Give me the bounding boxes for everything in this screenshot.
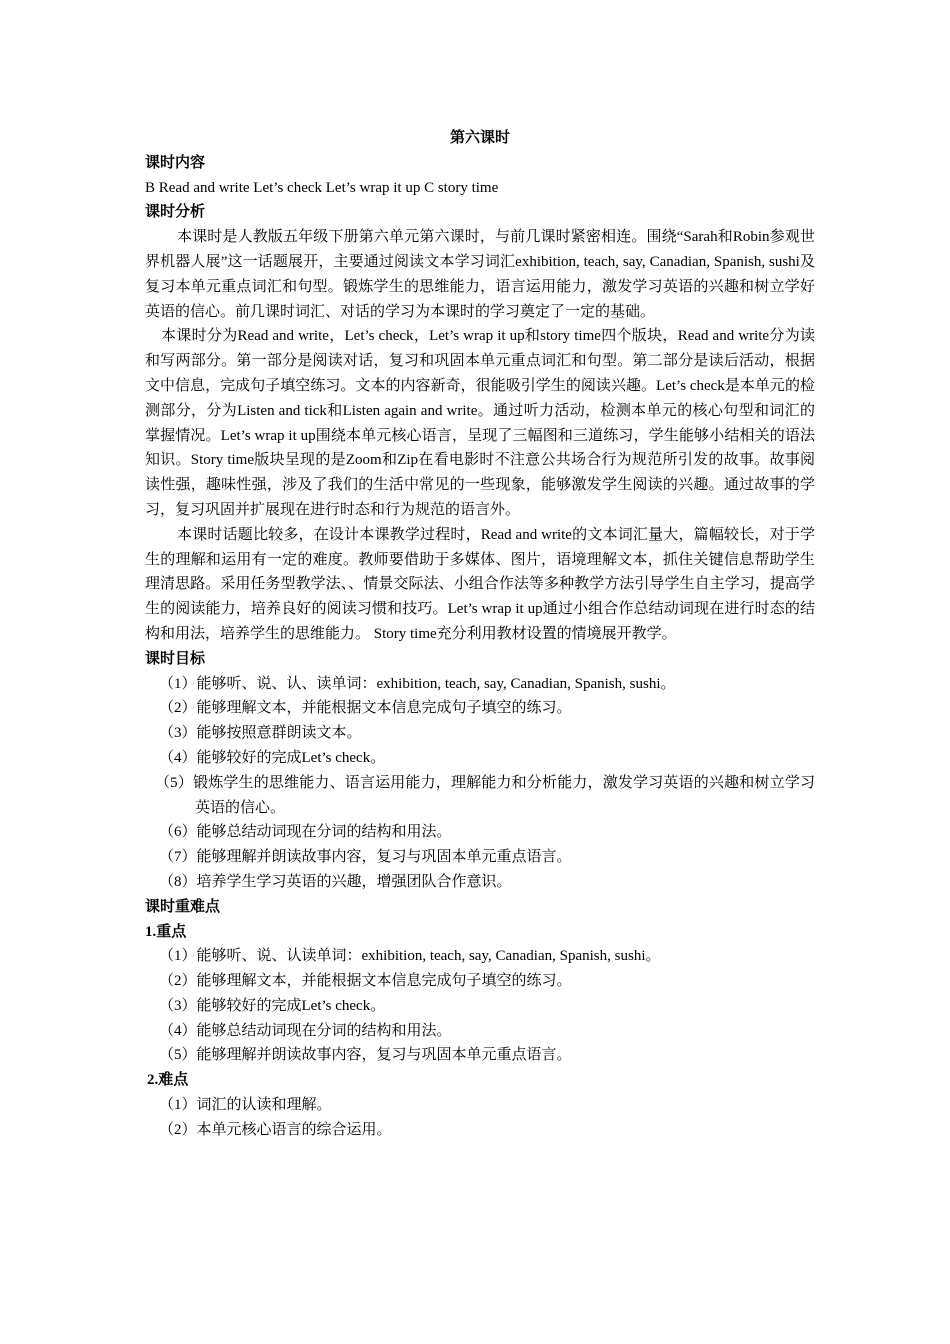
keypoints-heading: 课时重难点	[145, 898, 221, 915]
key-list	[145, 944, 815, 1068]
list-item: （5）锻炼学生的思维能力、语言运用能力，理解能力和分析能力，激发学习英语的兴趣和树立学习英语的信心。	[155, 774, 815, 816]
content-text: B Read and write Let’s check Let’s wrap it up C story time	[145, 179, 499, 196]
list-item: （3）能够按照意群朗读文本。	[159, 725, 362, 742]
list-item: （2）本单元核心语言的综合运用。	[159, 1121, 392, 1138]
list-item: （4）能够较好的完成Let’s check。	[159, 749, 386, 766]
content-heading: 课时内容	[145, 154, 206, 171]
list-item: （1）能够听、说、认读单词：exhibition, teach, say, Canadian, Spanish, sushi。	[159, 948, 661, 965]
list-item: （5）能够理解并朗读故事内容，复习与巩固本单元重点语言。	[159, 1047, 572, 1064]
analysis-paragraph-3: 本课时话题比较多，在设计本课教学过程时，Read and write的文本词汇量大，篇幅较长，对于学生的理解和运用有一定的难度。教师要借助于多媒体、图片，语境理解文本，抓住关键信息帮助学生理清思路。采用任务型教学法、、情景交际法、小组合作法等多种教学方法引导学生自主学习，提高学生的阅读能力，培养良好的阅读习惯和技巧。Let’s wrap it up通过小组合作总结动词现在进行时态的结构和用法，培养学生的思维能力。 Story time充分利用教材设置的情境展开教学。	[145, 526, 815, 642]
list-item: （7）能够理解并朗读故事内容，复习与巩固本单元重点语言。	[159, 849, 572, 866]
list-item: （1）能够听、说、认、读单词：exhibition, teach, say, Canadian, Spanish, sushi。	[159, 675, 676, 692]
list-item: （1）词汇的认读和理解。	[159, 1097, 332, 1114]
list-item: （4）能够总结动词现在分词的结构和用法。	[159, 1022, 452, 1039]
document-body	[145, 126, 815, 1143]
goals-list	[145, 672, 815, 895]
analysis-heading: 课时分析	[145, 204, 206, 221]
list-item: （6）能够总结动词现在分词的结构和用法。	[159, 824, 452, 841]
key-heading: 1.重点	[145, 923, 187, 940]
list-item: （2）能够理解文本，并能根据文本信息完成句子填空的练习。	[159, 973, 572, 990]
goals-heading: 课时目标	[145, 650, 206, 667]
analysis-paragraph-1: 本课时是人教版五年级下册第六单元第六课时，与前几课时紧密相连。围绕“Sarah和Robin参观世界机器人展”这一话题展开，主要通过阅读文本学习词汇exhibition, teach, say, Canadian, Spanish, sushi及复习本单元重点词汇和句型。锻炼学生的思维能力，语言运用能力，激发学习英语的兴趣和树立学好英语的信心。前几课时词汇、对话的学习为本课时的学习奠定了一定的基础。	[145, 229, 815, 320]
list-item: （2）能够理解文本，并能根据文本信息完成句子填空的练习。	[159, 700, 572, 717]
page-title: 第六课时	[449, 130, 510, 146]
difficult-heading: 2.难点	[147, 1072, 189, 1089]
list-item: （3）能够较好的完成Let’s check。	[159, 997, 386, 1014]
list-item: （8）培养学生学习英语的兴趣，增强团队合作意识。	[159, 873, 512, 890]
difficult-list	[145, 1093, 815, 1143]
analysis-paragraph-2: 本课时分为Read and write，Let’s check，Let’s wrap it up和story time四个版块，Read and write分为读和写两部分。第一部分是阅读对话，复习和巩固本单元重点词汇和句型。第二部分是读后活动，根据文中信息，完成句子填空练习。文本的内容新奇，很能吸引学生的阅读兴趣。Let’s check是本单元的检测部分，分为Listen and tick和Listen again and write。通过听力活动，检测本单元的核心句型和词汇的掌握情况。Let’s wrap it up围绕本单元核心语言，呈现了三幅图和三道练习，学生能够小结相关的语法知识。Story time版块呈现的是Zoom和Zip在看电影时不注意公共场合行为规范所引发的故事。故事阅读性强，趣味性强，涉及了我们的生活中常见的一些现象，能够激发学生阅读的兴趣。通过故事的学习，复习巩固并扩展现在进行时态和行为规范的语言外。	[145, 328, 815, 518]
